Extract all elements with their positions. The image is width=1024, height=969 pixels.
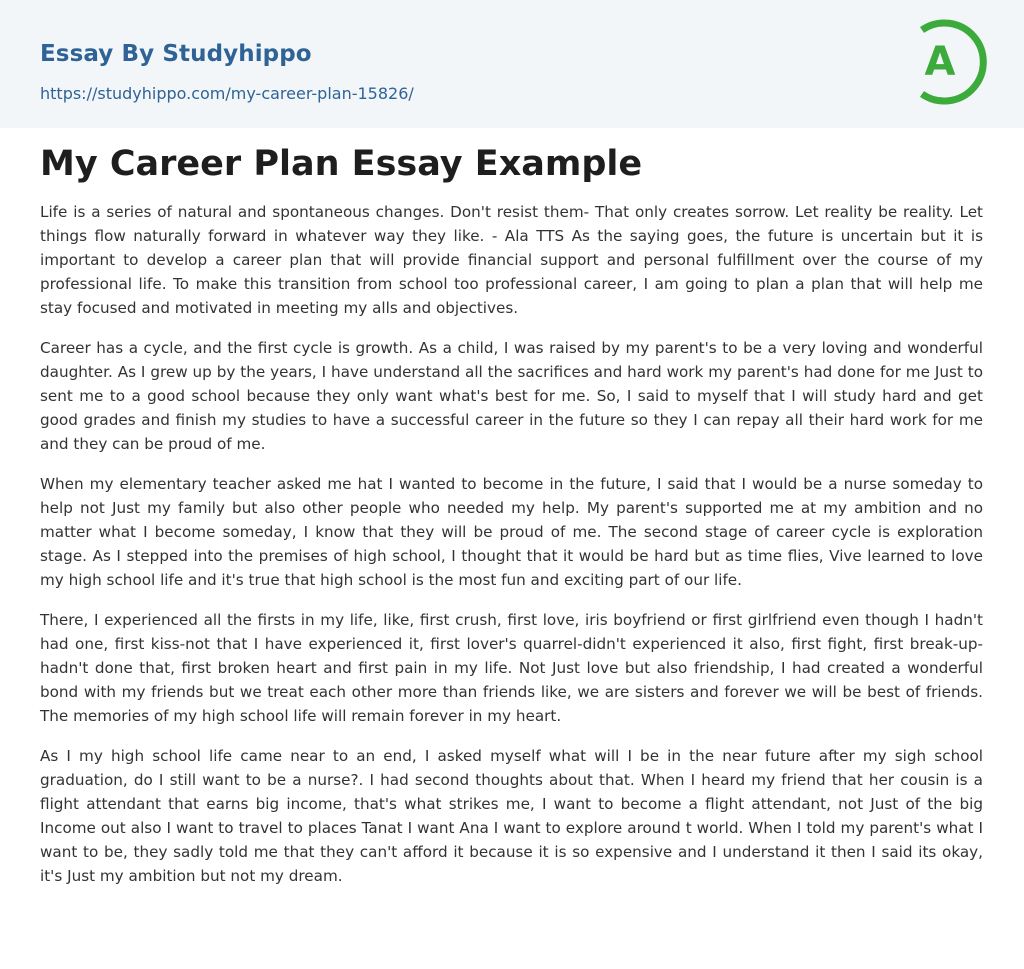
source-url-link[interactable]: https://studyhippo.com/my-career-plan-15826/ bbox=[40, 84, 414, 103]
circle-a-logo-icon[interactable] bbox=[912, 18, 988, 106]
essay-paragraph-2: Career has a cycle, and the first cycle is growth. As a child, I was raised by my parent's to be a very loving and wonderful daughter. As I grew up by the years, I have understand all the sacrifices and hard work my parent's had done for me Just to sent me to a good school because they only want what's best for me. So, I said to myself that I will study hard and get good grades and finish my studies to have a successful career in the future so they I can repay all their hard work for me and they can be proud of me. bbox=[40, 339, 983, 453]
site-brand[interactable]: Essay By Studyhippo bbox=[40, 41, 312, 67]
logo-letter: A bbox=[924, 39, 956, 85]
essay-body bbox=[40, 200, 983, 904]
essay-paragraph-3: When my elementary teacher asked me hat I wanted to become in the future, I said that I would be a nurse someday to help not Just my family but also other people who needed my help. My parent's supported me at my ambition and no matter what I become someday, I know that they will be proud of me. The second stage of career cycle is exploration stage. As I stepped into the premises of high school, I thought that it would be hard but as time flies, Vive learned to love my high school life and it's true that high school is the most fun and exciting part of our life. bbox=[40, 475, 983, 589]
essay-paragraph-4: There, I experienced all the firsts in my life, like, first crush, first love, iris boyfriend or first girlfriend even though I hadn't had one, first kiss-not that I have experienced it, first lover's quarrel-didn't experienced it also, first fight, first break-up- hadn't done that, first broken heart and first pain in my life. Not Just love but also friendship, I had created a wonderful bond with my friends but we treat each other more than friends like, we are sisters and forever we will be best of friends. The memories of my high school life will remain forever in my heart. bbox=[40, 611, 983, 725]
essay-paragraph-5: As I my high school life came near to an end, I asked myself what will I be in the near future after my sigh school graduation, do I still want to be a nurse?. I had second thoughts about that. When I heard my friend that her cousin is a flight attendant that earns big income, that's what strikes me, I want to become a flight attendant, not Just of the big Income out also I want to travel to places Tanat I want Ana I want to explore around t world. When I told my parent's what I want to be, they sadly told me that they can't afford it because it is so expensive and I understand it then I said its okay, it's Just my ambition but not my dream. bbox=[40, 747, 983, 885]
page-header bbox=[0, 0, 1024, 128]
page-title: My Career Plan Essay Example bbox=[40, 144, 643, 184]
essay-paragraph-1: Life is a series of natural and spontaneous changes. Don't resist them- That only creates sorrow. Let reality be reality. Let things flow naturally forward in whatever way they like. - Ala TTS As the saying goes, the future is uncertain but it is important to develop a career plan that will provide financial support and personal fulfillment over the course of my professional life. To make this transition from school too professional career, I am going to plan a plan that will help me stay focused and motivated in meeting my alls and objectives. bbox=[40, 203, 983, 317]
